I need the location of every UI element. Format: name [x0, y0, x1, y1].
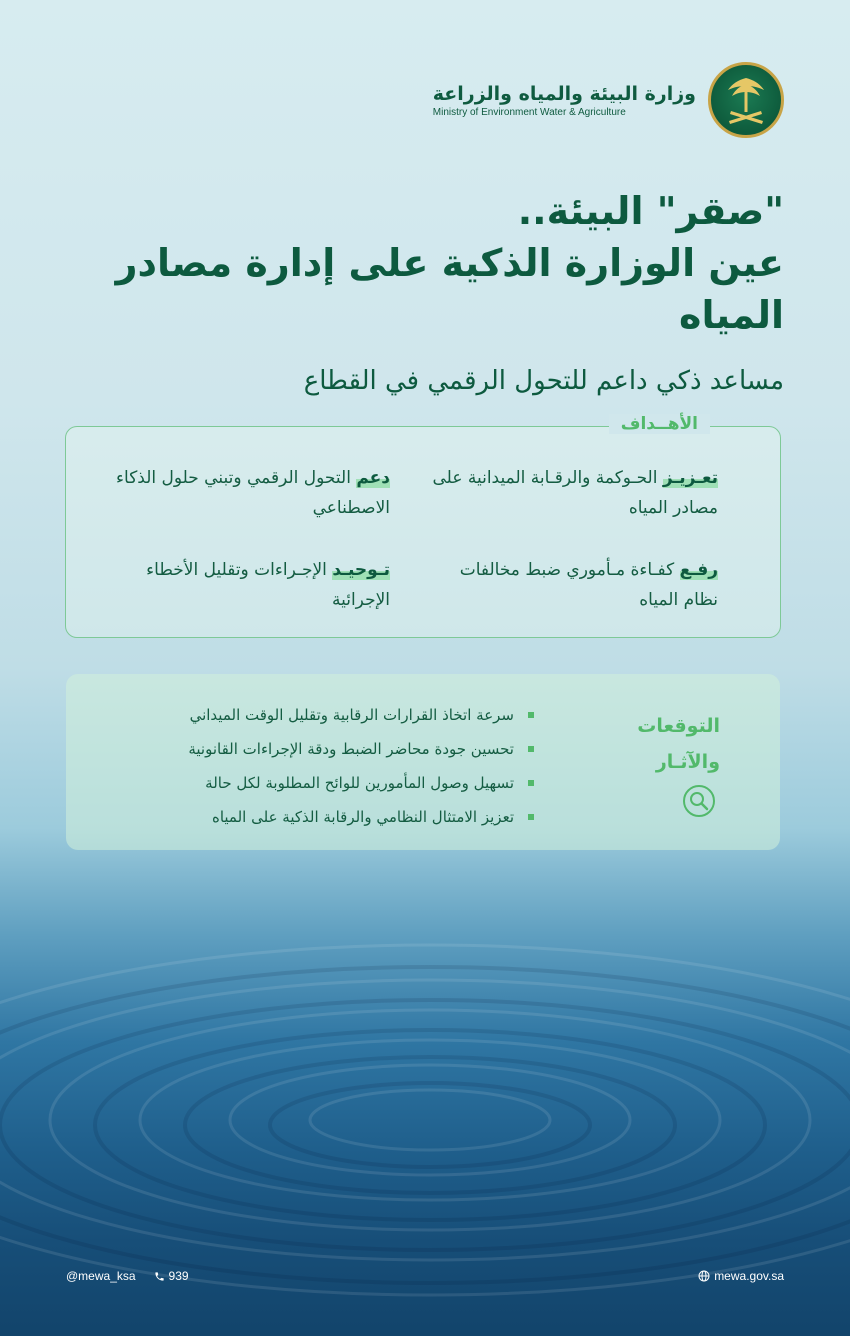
footer	[66, 1269, 784, 1289]
subtitle: مساعد ذكي داعم للتحول الرقمي في القطاع	[303, 366, 784, 396]
list-item: تحسين جودة محاضر الضبط ودقة الإجراءات القانونية	[188, 732, 534, 766]
list-item: سرعة اتخاذ القرارات الرقابية وتقليل الوقت الميداني	[188, 698, 534, 732]
phone-number-text: 939	[168, 1269, 189, 1283]
ministry-name-arabic: وزارة البيئة والمياه والزراعة	[432, 83, 696, 106]
expectations-title-line-2: والآثـار	[655, 751, 720, 773]
ministry-emblem-icon	[708, 62, 784, 138]
social-handle-text: @mewa_ksa	[66, 1269, 136, 1283]
social-handle[interactable]	[66, 1269, 136, 1283]
goal-item	[428, 463, 718, 523]
expectations-list	[188, 698, 534, 834]
expectations-box	[66, 674, 780, 850]
title-line-1: "صقر" البيئة..	[517, 189, 784, 233]
website-link[interactable]	[698, 1269, 784, 1283]
list-item: تعزيز الامتثال النظامي والرقابة الذكية على المياه	[188, 800, 534, 834]
phone-number[interactable]	[154, 1269, 189, 1283]
goal-item	[428, 555, 718, 615]
goal-highlight: تـوحيـد	[332, 560, 390, 580]
goal-highlight: دعم	[356, 468, 390, 488]
goal-item	[100, 463, 390, 523]
website-text: mewa.gov.sa	[714, 1269, 784, 1283]
phone-icon	[154, 1271, 165, 1282]
goal-item	[100, 555, 390, 615]
expectations-title-line-1: التوقعات	[637, 715, 720, 737]
goals-box	[65, 414, 781, 638]
title-block	[64, 185, 784, 401]
goal-highlight: تعـزيـز	[662, 468, 718, 488]
water-ripples-background	[0, 820, 850, 1336]
ministry-name-english: Ministry of Environment Water & Agriculture	[432, 106, 626, 118]
magnifier-icon	[682, 784, 716, 822]
ministry-header	[433, 62, 784, 138]
title-line-2: عين الوزارة الذكية على إدارة مصادر المياه	[115, 241, 784, 337]
goal-text: التحول الرقمي وتبني حلول الذكاء الاصطناعي	[116, 468, 390, 518]
goal-highlight: رفـع	[679, 560, 718, 580]
goals-label: الأهــداف	[609, 414, 710, 434]
list-item: تسهيل وصول المأمورين للوائح المطلوبة لكل حالة	[188, 766, 534, 800]
goal-text: كفـاءة مـأموري ضبط مخالفات نظام المياه	[459, 560, 718, 610]
globe-icon	[698, 1270, 710, 1282]
goal-text: الإجـراءات وتقليل الأخطاء الإجرائية	[146, 560, 390, 610]
expectations-title	[637, 708, 720, 780]
goal-text: الحـوكمة والرقـابة الميدانية على مصادر المياه	[432, 468, 718, 518]
